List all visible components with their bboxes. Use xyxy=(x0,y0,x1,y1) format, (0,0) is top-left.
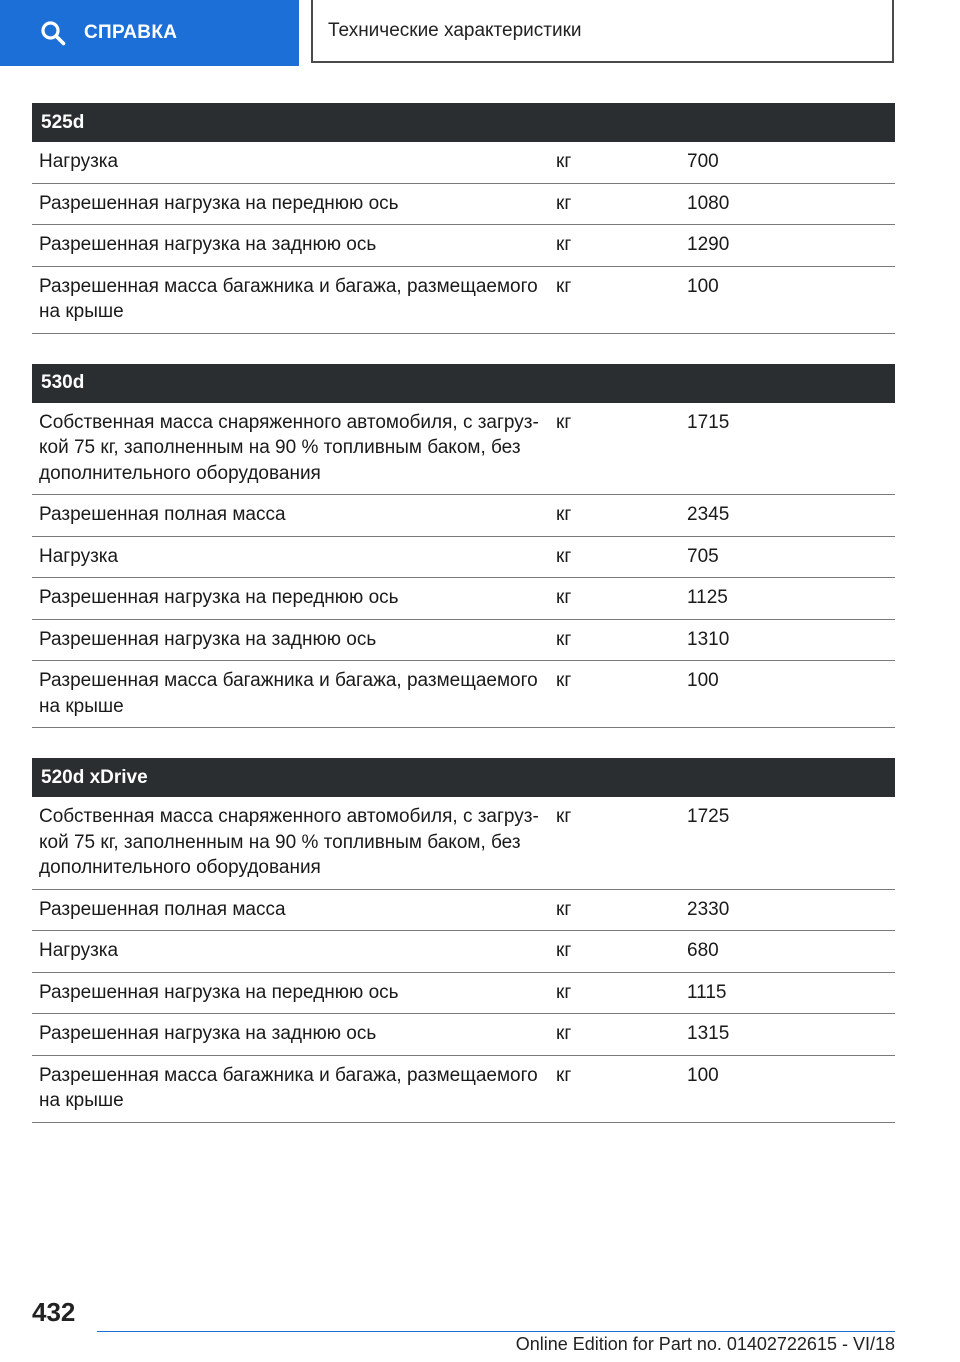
help-button[interactable] xyxy=(0,0,299,66)
row-label: Собственная масса снаряженного автомобиля, с загруз- кой 75 кг, заполненным на 90 % топливным баком, без дополнительного оборудования xyxy=(39,411,539,484)
spec-section xyxy=(32,103,895,334)
row-unit: кг xyxy=(556,545,572,567)
row-value: 1125 xyxy=(687,587,728,608)
row-unit: кг xyxy=(556,275,572,297)
row-unit: кг xyxy=(556,504,572,525)
table-row xyxy=(32,797,895,890)
row-value: 100 xyxy=(687,275,719,297)
search-icon xyxy=(40,20,66,46)
row-label: Разрешенная масса багажника и багажа, размещаемого на крыше xyxy=(39,670,538,717)
row-unit: кг xyxy=(556,411,572,433)
row-label: Нагрузка xyxy=(39,545,119,567)
row-label: Разрешенная полная масса xyxy=(39,898,286,920)
table-row xyxy=(32,267,895,334)
section-title-box xyxy=(311,0,894,63)
section-header: 520d xDrive xyxy=(32,758,895,797)
row-value: 680 xyxy=(687,940,719,961)
table-row xyxy=(32,578,895,620)
row-unit: кг xyxy=(556,1023,572,1044)
table-row xyxy=(32,661,895,728)
row-label: Разрешенная нагрузка на переднюю ось xyxy=(39,192,399,214)
row-label: Нагрузка xyxy=(39,151,119,172)
row-value: 700 xyxy=(687,151,719,172)
row-unit: кг xyxy=(556,151,572,172)
table-row xyxy=(32,184,895,226)
section-title: Технические характеристики xyxy=(328,19,582,41)
row-label: Разрешенная масса багажника и багажа, размещаемого на крыше xyxy=(39,275,538,322)
row-label: Разрешенная нагрузка на заднюю ось xyxy=(39,1023,377,1044)
row-unit: кг xyxy=(556,587,572,608)
row-label: Разрешенная нагрузка на переднюю ось xyxy=(39,587,399,608)
row-value: 100 xyxy=(687,670,719,691)
section-header: 525d xyxy=(32,103,895,142)
table-row xyxy=(32,225,895,267)
table-row xyxy=(32,890,895,932)
row-unit: кг xyxy=(556,806,572,827)
table-row xyxy=(32,620,895,662)
section-header: 530d xyxy=(32,364,895,403)
footer-divider xyxy=(97,1331,895,1332)
table-row xyxy=(32,973,895,1015)
row-label: Нагрузка xyxy=(39,940,119,961)
spec-section xyxy=(32,758,895,1123)
row-value: 100 xyxy=(687,1064,719,1086)
row-value: 1080 xyxy=(687,192,730,214)
row-label: Разрешенная нагрузка на переднюю ось xyxy=(39,981,399,1003)
row-unit: кг xyxy=(556,234,572,255)
table-row xyxy=(32,403,895,496)
header xyxy=(0,0,960,66)
row-unit: кг xyxy=(556,981,572,1003)
row-value: 2345 xyxy=(687,504,730,525)
row-unit: кг xyxy=(556,898,572,920)
table-row xyxy=(32,931,895,973)
row-value: 1290 xyxy=(687,234,730,255)
row-label: Разрешенная полная масса xyxy=(39,504,286,525)
table-row xyxy=(32,537,895,579)
row-value: 705 xyxy=(687,545,719,567)
footer-edition: Online Edition for Part no. 01402722615 - VI/18 xyxy=(515,1334,895,1354)
row-unit: кг xyxy=(556,670,572,691)
spec-section xyxy=(32,364,895,729)
row-value: 2330 xyxy=(687,898,730,920)
row-value: 1310 xyxy=(687,628,730,650)
table-row xyxy=(32,495,895,537)
table-row xyxy=(32,1056,895,1123)
row-unit: кг xyxy=(556,628,572,650)
page-number: 432 xyxy=(32,1297,76,1327)
row-value: 1115 xyxy=(687,981,727,1003)
spec-tables xyxy=(32,103,895,1153)
row-label: Разрешенная масса багажника и багажа, размещаемого на крыше xyxy=(39,1064,538,1111)
row-unit: кг xyxy=(556,192,572,214)
row-unit: кг xyxy=(556,1064,572,1086)
table-row xyxy=(32,1014,895,1056)
row-value: 1725 xyxy=(687,806,730,827)
row-value: 1715 xyxy=(687,411,730,433)
row-value: 1315 xyxy=(687,1023,730,1044)
help-label: СПРАВКА xyxy=(84,22,178,43)
table-row xyxy=(32,142,895,184)
row-label: Разрешенная нагрузка на заднюю ось xyxy=(39,234,377,255)
row-unit: кг xyxy=(556,940,572,961)
row-label: Собственная масса снаряженного автомобиля, с загруз- кой 75 кг, заполненным на 90 % топливным баком, без дополнительного оборудования xyxy=(39,806,539,878)
row-label: Разрешенная нагрузка на заднюю ось xyxy=(39,628,377,650)
